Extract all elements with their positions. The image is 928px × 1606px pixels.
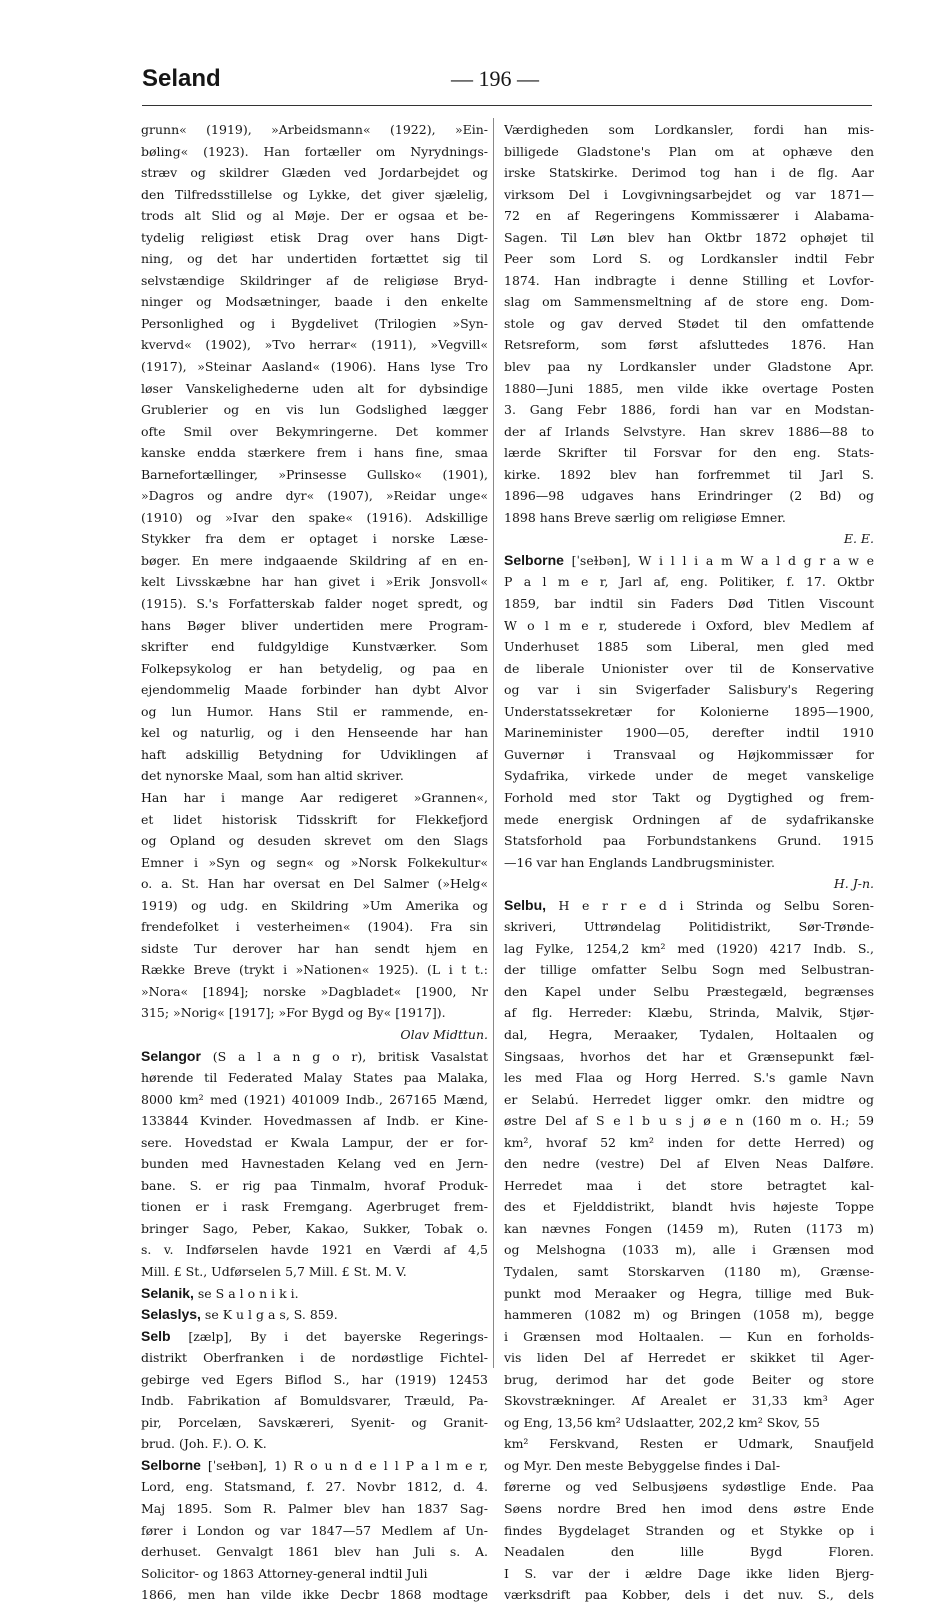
entry-headword: Selangor [141, 1047, 201, 1064]
right-column-line: og Eng, 13,56 km² Udslaatter, 202,2 km² Skov, 55 [504, 1414, 820, 1430]
left-column-line: ejendommelig Maade forbinder han dybt Alvor [141, 682, 488, 698]
right-column-line: des et Fjelddistrikt, blandt hvis højeste Toppe [504, 1199, 874, 1215]
left-column-line: trods alt Slid og al Møje. Der er ogsaa et be- [141, 208, 488, 224]
right-column-line: Selborne [ˈseɫbən], W i l l i a m W a l d g r a w e [504, 551, 874, 568]
right-column-line: Skovstrækninger. Af Arealet er 31,33 km³ Ager [504, 1393, 874, 1409]
right-column-line: Singsaas, hvorhos det har et Grænsepunkt fæl- [504, 1048, 874, 1064]
right-column-line: Selbu, H e r r e d i Strinda og Selbu Soren- [504, 896, 874, 913]
left-column-line: Selaslys, se K u l g a s, S. 859. [141, 1306, 338, 1323]
left-column-line: brud. (Joh. F.). O. K. [141, 1436, 267, 1452]
left-column-line: Indb. Fabrikation af Bomuldsvarer, Træuld, Pa- [141, 1393, 488, 1409]
right-column-line: Statsforhold paa Forbundstankens Grund. 1915 [504, 833, 874, 849]
left-column-line: bøger. En mere indgaaende Skildring af en en- [141, 552, 488, 568]
left-column-line: frendefolket i vesterheimen« (1904). Fra sin [141, 919, 488, 935]
right-column-line: mede energisk Ordningen af de sydafrikanske [504, 811, 874, 827]
right-column-line: virksom Del i Lovgivningsarbejdet og var 1871— [504, 186, 874, 202]
left-column-line: Olav Midttun. [400, 1026, 488, 1042]
left-column-line: s. v. Indførselen havde 1921 en Værdi af 4,5 [141, 1242, 488, 1258]
left-column-line: kelt Livsskæbne har han givet i »Erik Jonsvoll« [141, 574, 488, 590]
right-column-line: den nedre (vestre) Del af Elven Neas Dalføre. [504, 1156, 874, 1172]
column-divider [493, 118, 494, 1368]
right-column-line: slag om Sammensmeltning af de store eng. Dom- [504, 294, 874, 310]
left-column-line: tydelig religiøst etisk Drag over hans Digt- [141, 229, 488, 245]
left-column-line: ninger og Modsætninger, baade i den enkelte [141, 294, 488, 310]
left-column-line: Selangor (S a l a n g o r), britisk Vasalstat [141, 1047, 488, 1064]
right-column-line: E. E. [843, 531, 874, 547]
right-column-line: der tillige omfatter Selbu Sogn med Selbustran- [504, 962, 874, 978]
right-column-line: der af Irlands Selvstyre. Han skrev 1886—88 to [504, 423, 874, 439]
right-column-line: østre Del af S e l b u s j ø e n (160 m o. H.; 59 [504, 1113, 874, 1129]
right-column-line: Marineminister 1900—05, derefter indtil 1910 [504, 725, 874, 741]
left-column [141, 119, 488, 1606]
left-column-line: distrikt Oberfranken i de nordøstlige Fichtel- [141, 1350, 488, 1366]
right-column-line: P a l m e r, Jarl af, eng. Politiker, f. 17. Oktbr [504, 574, 874, 590]
left-column-line: Række Breve (trykt i »Nationen« 1925). (L i t t.: [141, 962, 488, 978]
right-column-line: 1898 hans Breve særlig om religiøse Emner. [504, 509, 786, 525]
left-column-line: tionen er i rask Fremgang. Agerbruget frem- [141, 1199, 488, 1215]
left-column-line: bøling« (1923). Han fortæller om Nyrydnings- [141, 143, 488, 159]
header-rule [142, 105, 872, 106]
left-column-line: 1866, men han vilde ikke Decbr 1868 modtage [141, 1587, 488, 1603]
right-column-line: og Melshogna (1033 m), alle i Grænsen mod [504, 1242, 874, 1258]
left-column-line: hans Bøger bliver undertiden mere Program- [141, 617, 488, 633]
right-column-line: hammeren (1082 m) og Bringen (1058 m), begge [504, 1307, 874, 1323]
left-column-line: kanske endda stærkere frem i hans fine, smaa [141, 445, 488, 461]
left-column-line: 315; »Norig« [1917]; »For Bygd og By« [1917]). [141, 1005, 446, 1021]
right-column-line: 72 en af Regeringens Kommissærer i Alabama- [504, 208, 874, 224]
running-head-title: Seland [142, 65, 221, 92]
right-column-line: Neadalen den lille Bygd Floren. [504, 1544, 874, 1560]
left-column-line: o. a. St. Han har oversat en Del Salmer (»Helg« [141, 876, 488, 892]
right-column-line: stole og gav derved Stødet til den omfattende [504, 315, 874, 331]
left-column-line: Folkepsykolog er han betydelig, og paa en [141, 660, 488, 676]
right-column-line: H. J-n. [833, 876, 874, 892]
left-column-line: Lord, eng. Statsmand, f. 27. Novbr 1812, d. 4. [141, 1479, 488, 1495]
right-column-line: billigede Gladstone's Plan om at ophæve den [504, 143, 874, 159]
right-column-line: Sagen. Til Løn blev han Oktbr 1872 ophøjet til [504, 229, 874, 245]
left-column-line: Solicitor- og 1863 Attorney-general indtil Juli [141, 1565, 428, 1581]
left-column-line: hørende til Federated Malay States paa Malaka, [141, 1070, 488, 1086]
left-column-line: bane. S. er rig paa Tinmalm, hvoraf Produk- [141, 1177, 488, 1193]
left-column-line: ofte Smil over Bekymringerne. Det kommer [141, 423, 488, 439]
right-column-line: Forhold med stor Takt og Dygtighed og frem- [504, 789, 874, 805]
right-column-line: Søens nordre Bred hen imod dens østre Ende [504, 1501, 874, 1516]
left-column-line: et lidet historisk Tidsskrift for Flekkefjord [141, 811, 488, 827]
left-column-line: og Opland og desuden skrevet om den Slags [141, 833, 488, 849]
left-column-line: Han har i mange Aar redigeret »Grannen«, [141, 789, 488, 805]
right-column-line: førerne og ved Selbusjøens sydøstlige Ende. Paa [504, 1479, 874, 1495]
left-column-line: 8000 km² med (1921) 401009 Indb., 267165 Mænd, [141, 1091, 488, 1107]
left-column-line: Maj 1895. Som R. Palmer blev han 1837 Sag- [141, 1501, 488, 1516]
left-column-line: grunn« (1919), »Arbeidsmann« (1922), »Ein- [141, 122, 488, 137]
right-column-line: Værdigheden som Lordkansler, fordi han mis- [504, 122, 874, 137]
left-column-line: (1917), »Steinar Aasland« (1906). Hans lyse Tro [141, 359, 488, 375]
right-column-line: km² Ferskvand, Resten er Udmark, Snaufjeld [504, 1436, 874, 1452]
entry-headword: Selbu, [504, 896, 547, 913]
right-column-line: og var i sin Svigerfader Salisbury's Regering [504, 682, 874, 698]
right-column-line: Underhuset 1885 som Liberal, men gled med [504, 639, 874, 655]
left-column-line: Emner i »Syn og segn« og »Norsk Folkekultur« [141, 854, 488, 870]
left-column-line: sere. Hovedstad er Kwala Lampur, der er for- [141, 1134, 488, 1150]
left-column-line: »Dagros og andre dyr« (1907), »Reidar unge« [141, 488, 488, 504]
right-column-line: les med Flaa og Horg Herred. S.'s gamle Navn [504, 1070, 874, 1086]
right-column-line: vis liden Del af Herredet er skikket til Ager- [504, 1350, 874, 1366]
right-column-line: Peer som Lord S. og Lordkansler indtil Febr [504, 251, 874, 267]
right-column-line: lag Fylke, 1254,2 km² med (1920) 4217 Indb. S., [504, 940, 874, 956]
left-column-line: løser Vanskelighederne uden alt for dybsindige [141, 380, 488, 396]
right-column-line: punkt mod Meraaker og Hegra, tillige med Buk- [504, 1285, 874, 1301]
right-column-line: 3. Gang Febr 1886, fordi han var en Modstan- [504, 402, 874, 418]
left-column-line: pir, Porcelæn, Savskæreri, Syenit- og Granit- [141, 1414, 488, 1430]
right-column-line: —16 var han Englands Landbrugsminister. [504, 854, 775, 870]
left-column-line: bunden med Havnestaden Kelang ved en Jern- [141, 1156, 488, 1172]
right-column-line: af flg. Herreder: Klæbu, Strinda, Malvik, Stjør- [504, 1005, 874, 1021]
right-column-line: lærde Skrifter til Forsvar for den eng. Stats- [504, 445, 874, 461]
entry-headword: Selborne [504, 551, 564, 568]
entry-headword: Selaslys, [141, 1306, 201, 1323]
right-column-line: 1896—98 udgaves hans Erindringer (2 Bd) og [504, 488, 874, 504]
right-column-line: km², hvoraf 52 km² inden for dette Herred) og [504, 1134, 874, 1150]
entry-headword: Selborne [141, 1456, 201, 1473]
right-column-line: 1874. Han indbragte i denne Stilling et Lovfor- [504, 272, 874, 288]
right-column-line: Guvernør i Transvaal og Højkommissær for [504, 746, 874, 762]
left-column-line: gebirge ved Egers Biflod S., har (1919) 12453 [141, 1371, 488, 1387]
right-column-line: Sydafrika, virkede under de meget vanskelige [504, 768, 874, 784]
left-column-line: kel og naturlig, og i den Henseende har han [141, 725, 488, 741]
left-column-line: ning, og det har undertiden fortættet sig til [141, 251, 488, 267]
page-number: — 196 — [451, 66, 539, 91]
left-column-line: 1919) og udg. en Skildring »Um Amerika og [141, 897, 488, 913]
left-column-line: 133844 Kvinder. Hovedmassen af Indb. er Kine- [141, 1113, 488, 1129]
right-column-line: Tydalen, samt Storskarven (1180 m), Grænse- [504, 1263, 874, 1279]
right-column-line: og Myr. Den meste Bebyggelse findes i Dal- [504, 1457, 781, 1473]
left-column-line: fører i London og var 1847—57 Medlem af Un- [141, 1522, 488, 1538]
right-column-line: Understatssekretær for Kolonierne 1895—1900, [504, 703, 874, 719]
right-column-line: kan nævnes Fongen (1459 m), Ruten (1173 m) [504, 1220, 874, 1236]
left-column-line: Selanik, se S a l o n i k i. [141, 1284, 299, 1301]
left-column-line: selvstændige Skildringer af de religiøse Bryd- [141, 272, 488, 288]
left-column-line: Barnefortællinger, »Prinsesse Gullsko« (1901), [141, 466, 488, 482]
right-column-line: kirke. 1892 blev han forfremmet til Jarl S. [504, 466, 874, 482]
left-column-line: den Tilfredsstillelse og Lykke, det giver sjælelig, [141, 186, 488, 202]
right-column-line: de liberale Unionister over til de Konservative [504, 660, 874, 676]
left-column-line: haft adskillig Betydning for Udviklingen af [141, 746, 488, 762]
left-column-line: bringer Sago, Peber, Kakao, Sukker, Tobak o. [141, 1220, 488, 1236]
right-column-line: brug, derimod har det gode Beiter og store [504, 1371, 874, 1387]
right-column-line: dal, Hegra, Meraaker, Tydalen, Holtaalen og [504, 1026, 874, 1042]
right-column-line: findes Bygdelaget Stranden og et Stykke op i [504, 1522, 874, 1538]
left-column-line: Selborne [ˈseɫbən], 1) R o u n d e l l P a l m e r, [141, 1456, 488, 1473]
right-column-line: er Selabú. Herredet ligger omkr. den midtre og [504, 1091, 874, 1107]
left-column-line: derhuset. Genvalgt 1861 blev han Juli s. A. [141, 1544, 488, 1560]
left-column-line: »Nora« [1894]; norske »Dagbladet« [1900, Nr [141, 983, 488, 999]
left-column-line: Personlighed og i Bygdelivet (Trilogien »Syn- [141, 315, 488, 331]
right-column-line: den Kapel under Selbu Præstegæld, begrænses [504, 983, 874, 999]
right-column-line: I S. var der i ældre Dage ikke liden Bjerg- [504, 1565, 874, 1581]
right-column-line: irske Statskirke. Derimod tog han i de flg. Aar [504, 165, 874, 181]
left-column-line: kvervd« (1902), »Tvo herrar« (1911), »Vegvill« [141, 337, 488, 353]
left-column-line: det nynorske Maal, som han altid skriver. [141, 768, 404, 784]
right-column-line: i Grænsen mod Holtaalen. — Kun en forholds- [504, 1328, 874, 1344]
right-column-line: skriveri, Uttrøndelag Politidistrikt, Sør-Trønde- [504, 919, 874, 935]
right-column-line: W o l m e r, studerede i Oxford, blev Medlem af [504, 617, 874, 633]
entry-headword: Selanik, [141, 1284, 194, 1301]
right-column [504, 119, 874, 1606]
right-column-line: Herredet maa i det store betragtet kal- [504, 1177, 874, 1193]
left-column-line: Grublerier og en vis lun Godslighed lægger [141, 402, 488, 418]
left-column-line: Mill. £ St., Udførselen 5,7 Mill. £ St. M. V. [141, 1263, 407, 1279]
right-column-line: 1859, bar indtil sin Faders Død Titlen Viscount [504, 596, 874, 612]
left-column-line: skrifter end fuldgyldige Kunstværker. Som [141, 639, 488, 655]
left-column-line: Selb [zælp], By i det bayerske Regerings- [141, 1327, 488, 1344]
right-column-line: værksdrift paa Kobber, dels i det nuv. S., dels [504, 1587, 874, 1603]
left-column-line: Stykker fra dem er optaget i norske Læse- [141, 531, 488, 547]
left-column-line: stræv og skildrer Glæden ved Jordarbejdet og [141, 165, 488, 181]
entry-headword: Selb [141, 1327, 171, 1344]
left-column-line: (1915). S.'s Forfatterskab falder noget spredt, og [141, 596, 488, 612]
left-column-line: sidste Tur derover har han sendt hjem en [141, 940, 488, 956]
right-column-line: 1880—Juni 1885, men vilde ikke overtage Posten [504, 380, 874, 396]
left-column-line: og lun Humor. Hans Stil er rammende, en- [141, 703, 488, 719]
right-column-line: Retsreform, som først afsluttedes 1876. Han [504, 337, 874, 353]
right-column-line: blev paa ny Lordkansler under Gladstone Apr. [504, 359, 874, 375]
left-column-line: (1910) og »Ivar den spake« (1916). Adskillige [141, 509, 488, 525]
